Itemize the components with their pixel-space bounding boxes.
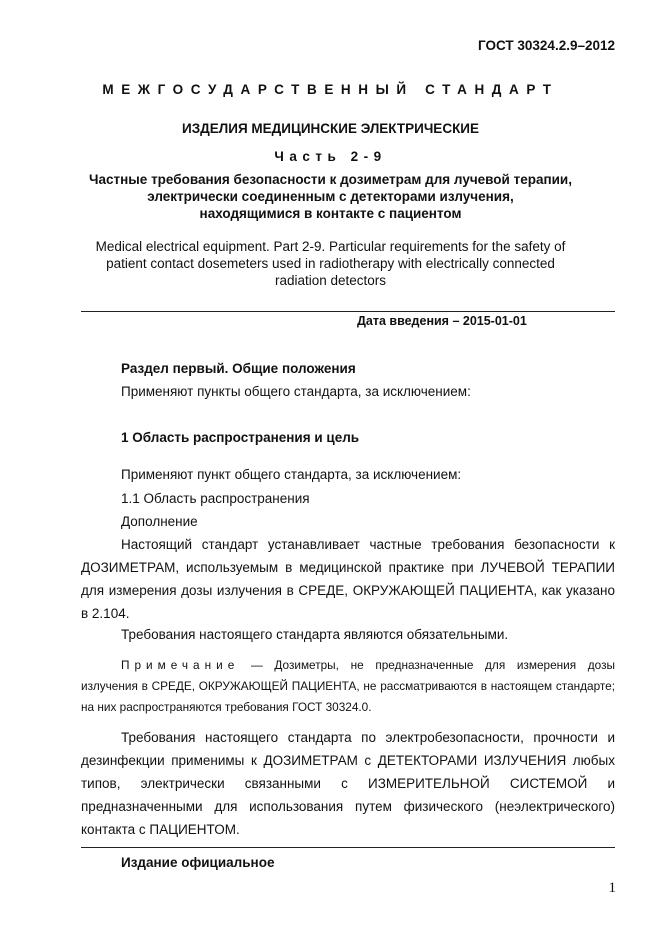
introduction-date: Дата введения – 2015-01-01 [357, 314, 527, 328]
bottom-divider [81, 847, 615, 848]
note-text: — Дозиметры, не предназначенные для измерения дозы излучения в СРЕДЕ, ОКРУЖАЮЩЕЙ ПАЦИЕНТА, не рассматриваются в настоящем стандарте; на них распространяются требования ГОСТ 30324.0. [81, 658, 615, 714]
note-label: Примечание [121, 658, 240, 672]
interstate-standard-title: МЕЖГОСУДАРСТВЕННЫЙ СТАНДАРТ [102, 82, 559, 97]
top-divider [81, 311, 615, 312]
document-main-title: ИЗДЕЛИЯ МЕДИЦИНСКИЕ ЭЛЕКТРИЧЕСКИЕ [181, 121, 480, 136]
clause-one-heading: 1 Область распространения и цель [121, 430, 360, 445]
english-title-line: Medical electrical equipment. Part 2-9. Particular requirements for the safety of [95, 239, 566, 254]
mandatory-paragraph: Требования настоящего стандарта являются обязательными. [121, 627, 509, 642]
safety-paragraph: Требования настоящего стандарта по электробезопасности, прочности и дезинфекции применимы к ДОЗИМЕТРАМ с ДЕТЕКТОРАМИ ИЗЛУЧЕНИЯ любых типов, электрически связанными с ИЗМЕРИТЕЛЬНОЙ СИСТЕМОЙ и предназначенными для использования путем физического (неэлектрического) контакта с ПАЦИЕНТОМ. [81, 730, 615, 837]
english-title-line: patient contact dosemeters used in radiotherapy with electrically connected [106, 256, 555, 271]
note-block [81, 655, 615, 718]
subtitle-line: находящимися в контакте с пациентом [199, 206, 462, 221]
english-title-line: radiation detectors [274, 273, 387, 288]
official-edition-label: Издание официальное [121, 855, 275, 870]
english-title [45, 238, 616, 289]
clause-1-1-heading: 1.1 Область распространения [121, 491, 310, 506]
standard-code: ГОСТ 30324.2.9–2012 [478, 38, 615, 53]
section-one-heading: Раздел первый. Общие положения [121, 361, 356, 376]
document-subtitle [45, 171, 616, 222]
subtitle-line: Частные требования безопасности к дозиметрам для лучевой терапии, [89, 172, 572, 187]
clause-one-text: Применяют пункт общего стандарта, за исключением: [121, 467, 462, 482]
addition-label: Дополнение [121, 514, 198, 529]
page-number: 1 [608, 880, 616, 896]
section-one-text: Применяют пункты общего стандарта, за исключением: [121, 384, 471, 399]
subtitle-line: электрически соединенным с детекторами излучения, [147, 189, 514, 204]
scope-paragraph: Настоящий стандарт устанавливает частные требования безопасности к ДОЗИМЕТРАМ, используемым в медицинской практике при ЛУЧЕВОЙ ТЕРАПИИ для измерения дозы излучения в СРЕДЕ, ОКРУЖАЮЩЕЙ ПАЦИЕНТА, как указано в 2.104. [81, 537, 615, 621]
part-number: Часть 2-9 [274, 149, 387, 164]
